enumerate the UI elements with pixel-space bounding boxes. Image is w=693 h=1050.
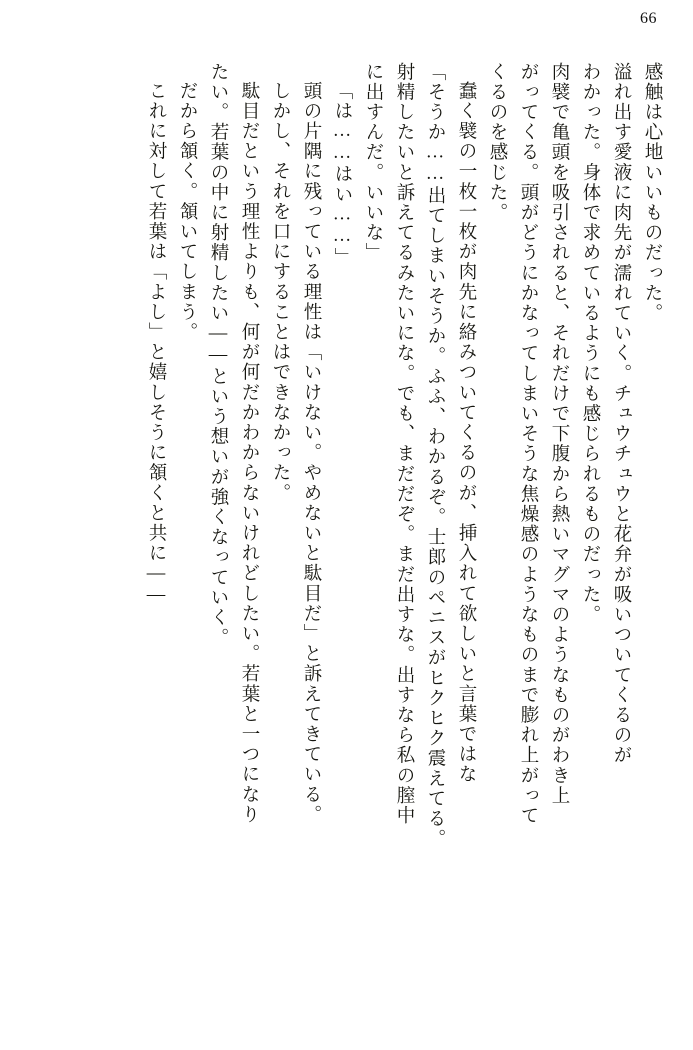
- text-column: 頭の片隅に残っている理性は「いけない。やめないと駄目だ」と訴えてきている。: [301, 81, 321, 825]
- text-column: わかった。身体で求めているようにも感じられるものだった。: [580, 62, 600, 625]
- text-column: 射精したいと訴えてるみたいにな。でも、まだだぞ。まだ出すな。出すなら私の膣中: [394, 62, 414, 826]
- text-column: 肉襞で亀頭を吸引されると、それだけで下腹から熱いマグマのようなものがわき上: [549, 62, 569, 806]
- page-number: 66: [640, 10, 657, 27]
- text-column: 溢れ出す愛液に肉先が濡れていく。チュウチュウと花弁が吸いついてくるのが: [611, 62, 631, 766]
- text-column: 「は……はい……」: [332, 81, 352, 268]
- text-column: に出すんだ。いいな」: [363, 62, 383, 263]
- text-column: 感触は心地いいものだった。: [642, 62, 662, 324]
- text-column: 駄目だという理性よりも、何が何だかわからないけれどしたい。若葉と一つになり: [239, 81, 259, 825]
- text-column: これに対して若葉は「よし」と嬉しそうに頷くと共に――: [146, 81, 166, 607]
- text-column: 「そうか……出てしまいそうか。ふふ、わかるぞ。士郎のペニスがヒクヒク震えてる。: [425, 62, 445, 849]
- text-column: くるのを感じた。: [487, 62, 507, 223]
- text-column: だから頷く。頷いてしまう。: [177, 81, 197, 343]
- vertical-text-body: [30, 62, 661, 1022]
- text-column: しかし、それを口にすることはできなかった。: [270, 81, 290, 504]
- text-column: 蠢く襞の一枚一枚が肉先に絡みついてくるのが、挿入れて欲しいと言葉ではな: [456, 81, 476, 785]
- text-column: たい。若葉の中に射精したい――という想いが強くなっていく。: [208, 62, 228, 648]
- text-column: がってくる。頭がどうにかなってしまいそうな焦燥感のようなものまで膨れ上がって: [518, 62, 538, 826]
